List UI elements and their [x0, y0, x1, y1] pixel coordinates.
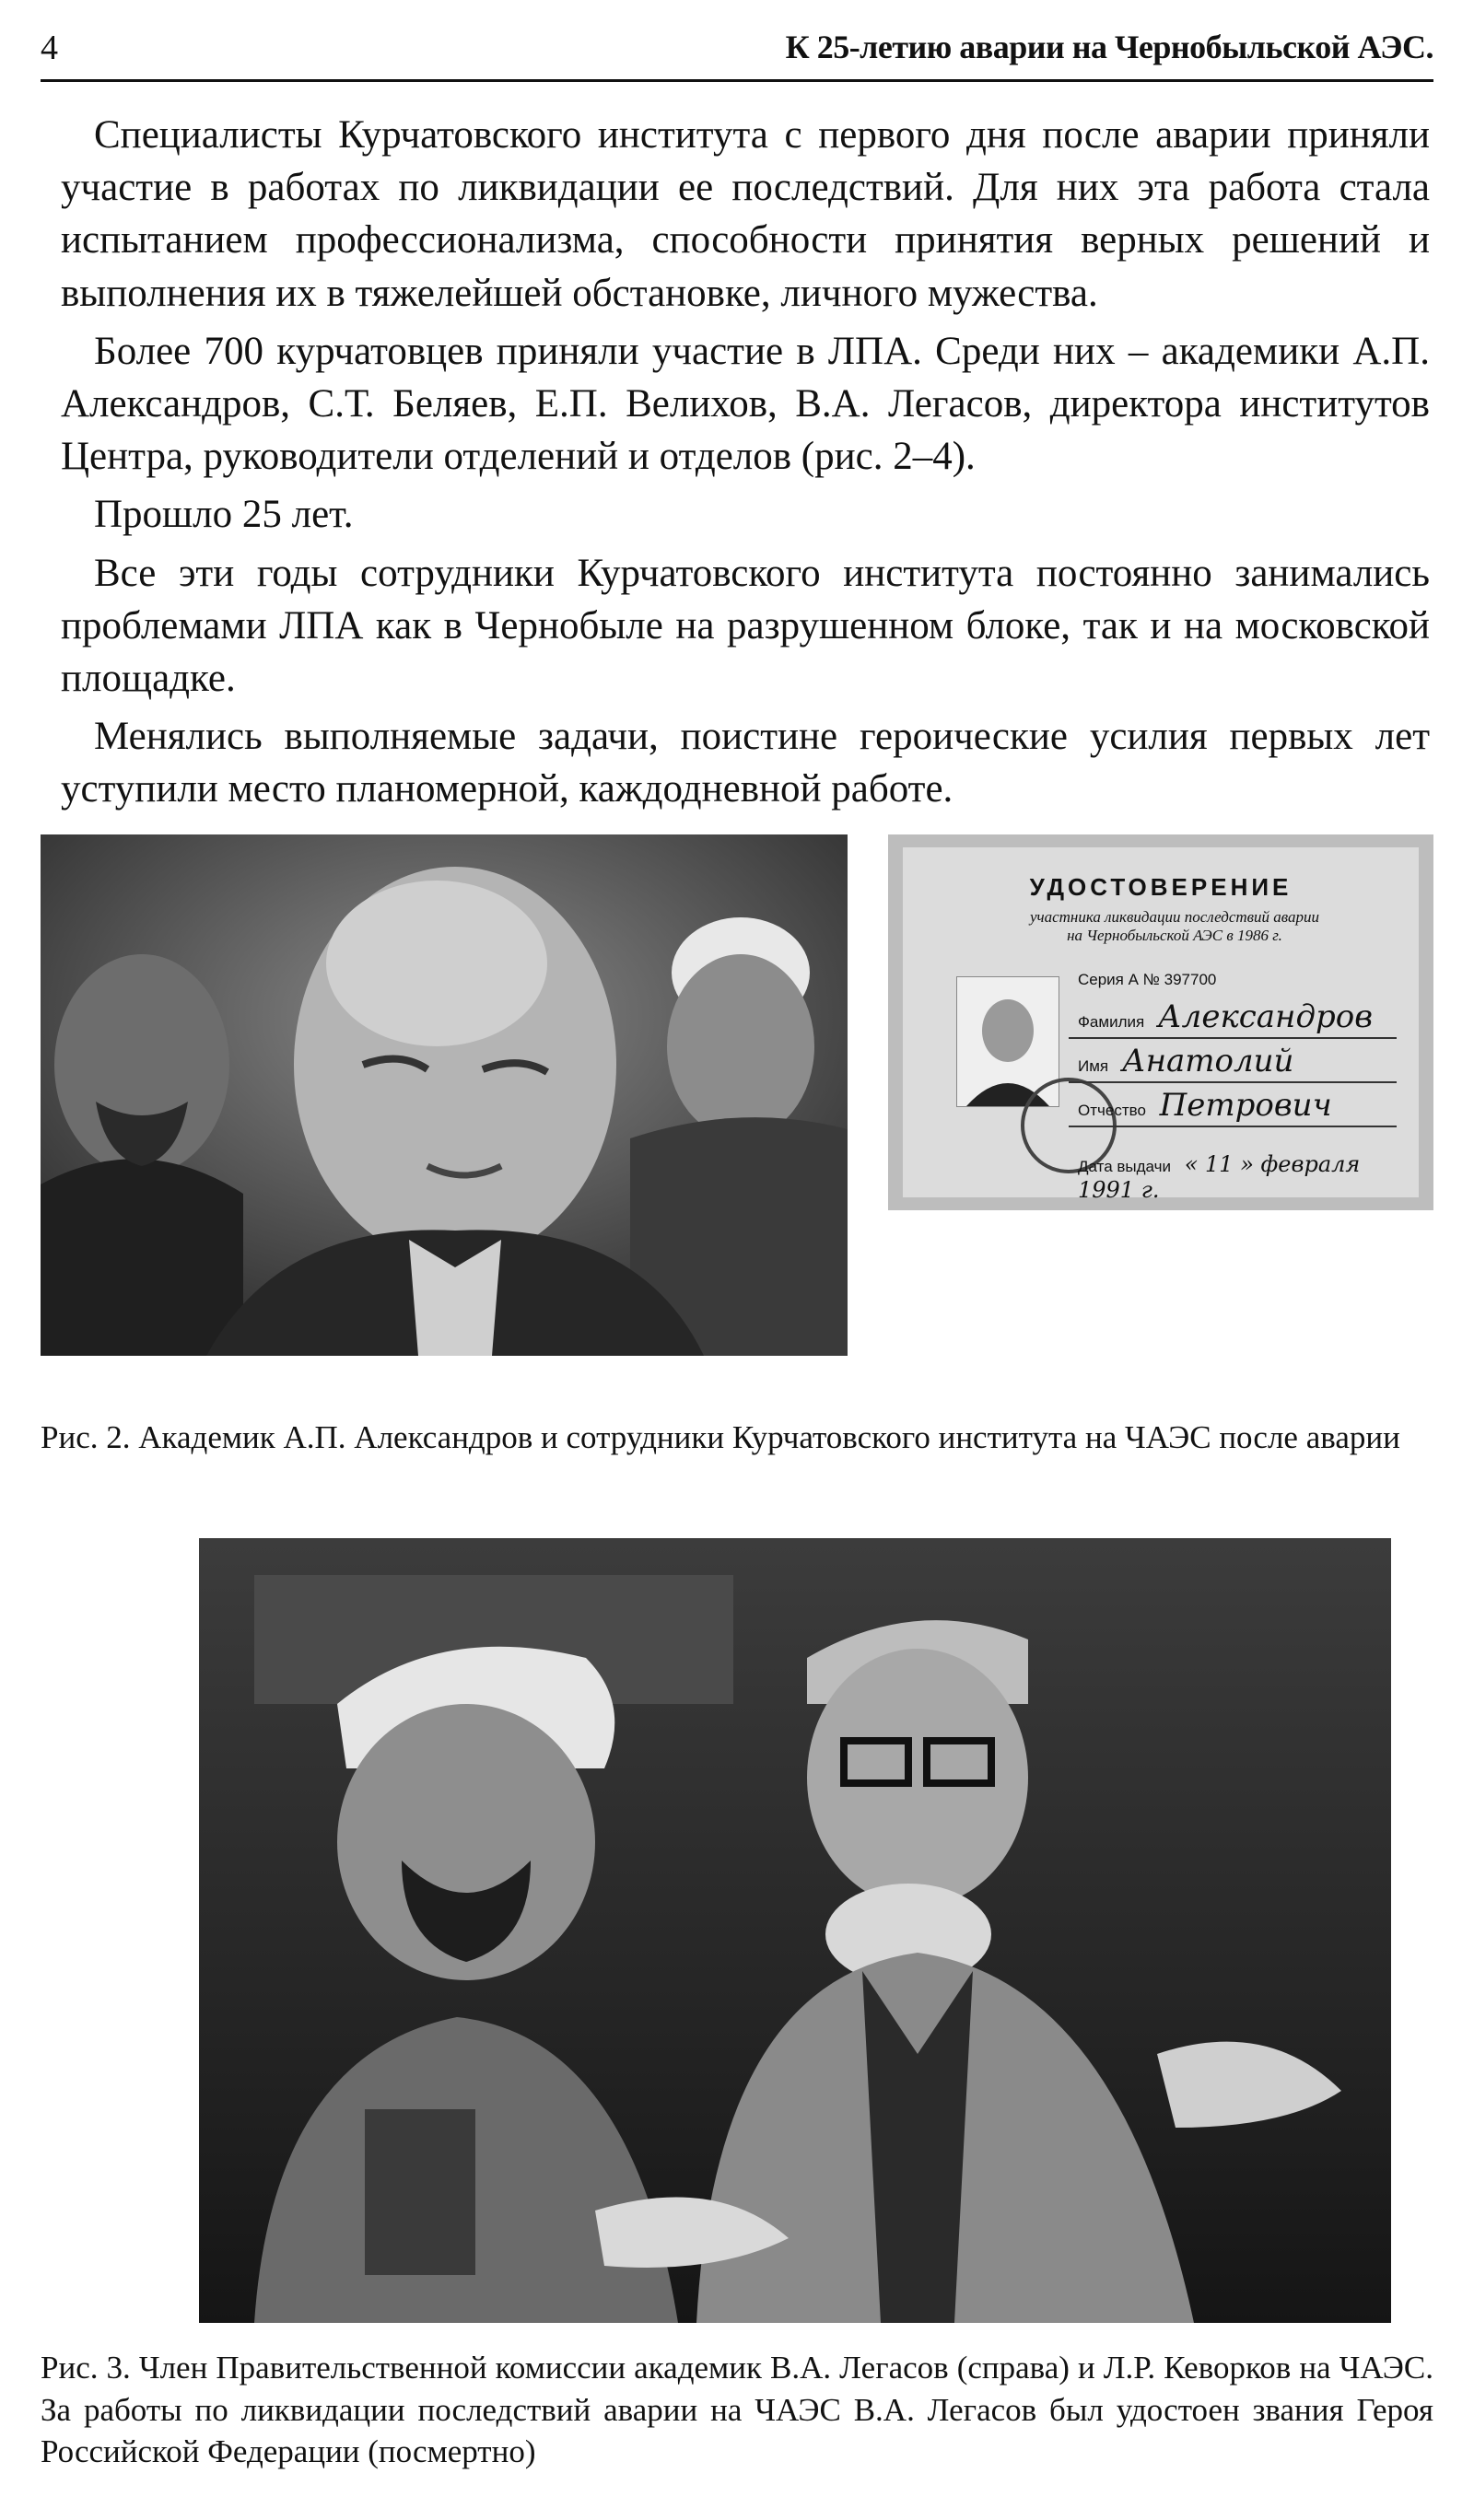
- figure3-caption: Рис. 3. Член Правительственной комиссии академик В.А. Легасов (справа) и Л.Р. Кеворков на ЧАЭС. За работы по ликвидации последствий аварии на ЧАЭС В.А. Легасов был удостоен звания Героя Российской Федерации (посмертно): [41, 2350, 1433, 2469]
- id-card-face: [903, 847, 1419, 1203]
- figure3-photo-illustration: [199, 1538, 1391, 2323]
- id-card-name: Анатолий: [1121, 1043, 1294, 1079]
- running-title: К 25-летию аварии на Чернобыльской АЭС.: [785, 29, 1433, 65]
- liquidator-id-card: [888, 834, 1433, 1210]
- id-card-issued-row: Дата выдачи « 11 » февраля 1991 г.: [1078, 1151, 1361, 1203]
- divider: [1069, 1037, 1397, 1039]
- id-card-patronymic: Петрович: [1159, 1087, 1332, 1124]
- body-text: [61, 109, 1430, 821]
- id-card-surname-row: Фамилия Александров: [1078, 998, 1374, 1035]
- id-card-title: УДОСТОВЕРЕНИЕ: [1029, 873, 1293, 901]
- paragraph: Прошло 25 лет.: [94, 493, 354, 537]
- paragraph: Все эти годы сотрудники Курчатовского института постоянно занимались проблемами ЛПА как в Чернобыле на разрушенном блоке, так и на московской площадке.: [61, 551, 1430, 700]
- paragraph: Более 700 курчатовцев приняли участие в ЛПА. Среди них – академики А.П. Александров, С.Т. Беляев, Е.П. Велихов, В.А. Легасов, директора институтов Центра, руководители отделений и отделов (рис. 2–4).: [61, 329, 1430, 479]
- id-card-series: Серия А № 397700: [1078, 971, 1217, 988]
- id-card-name-row: Имя Анатолий: [1078, 1043, 1294, 1079]
- figure3-photo: [199, 1538, 1391, 2323]
- id-card-patronymic-row: Отчество Петрович: [1078, 1087, 1332, 1124]
- paragraph: Менялись выполняемые задачи, поистине героические усилия первых лет уступили место планомерной, каждодневной работе.: [61, 715, 1430, 811]
- figure2-caption: Рис. 2. Академик А.П. Александров и сотрудники Курчатовского института на ЧАЭС после аварии: [41, 1419, 1400, 1455]
- figure2-photo-illustration: [41, 834, 848, 1356]
- divider: [1069, 1081, 1397, 1083]
- id-card-surname: Александров: [1157, 998, 1374, 1035]
- id-card-subtitle: участника ликвидации последствий аварии на Чернобыльской АЭС в 1986 г.: [1029, 908, 1320, 945]
- figure2-photo: [41, 834, 848, 1356]
- divider: [1069, 1126, 1397, 1127]
- page-number: 4: [41, 29, 58, 67]
- page-header: [41, 28, 1433, 82]
- paragraph: Специалисты Курчатовского института с первого дня после аварии приняли участие в работах по ликвидации ее последствий. Для них эта работа стала испытанием профессионализма, способности принятия верных решений и выполнения их в тяжелейшей обстановке, личного мужества.: [61, 113, 1430, 315]
- id-card-issued-date: « 11 » февраля 1991 г.: [1078, 1151, 1361, 1203]
